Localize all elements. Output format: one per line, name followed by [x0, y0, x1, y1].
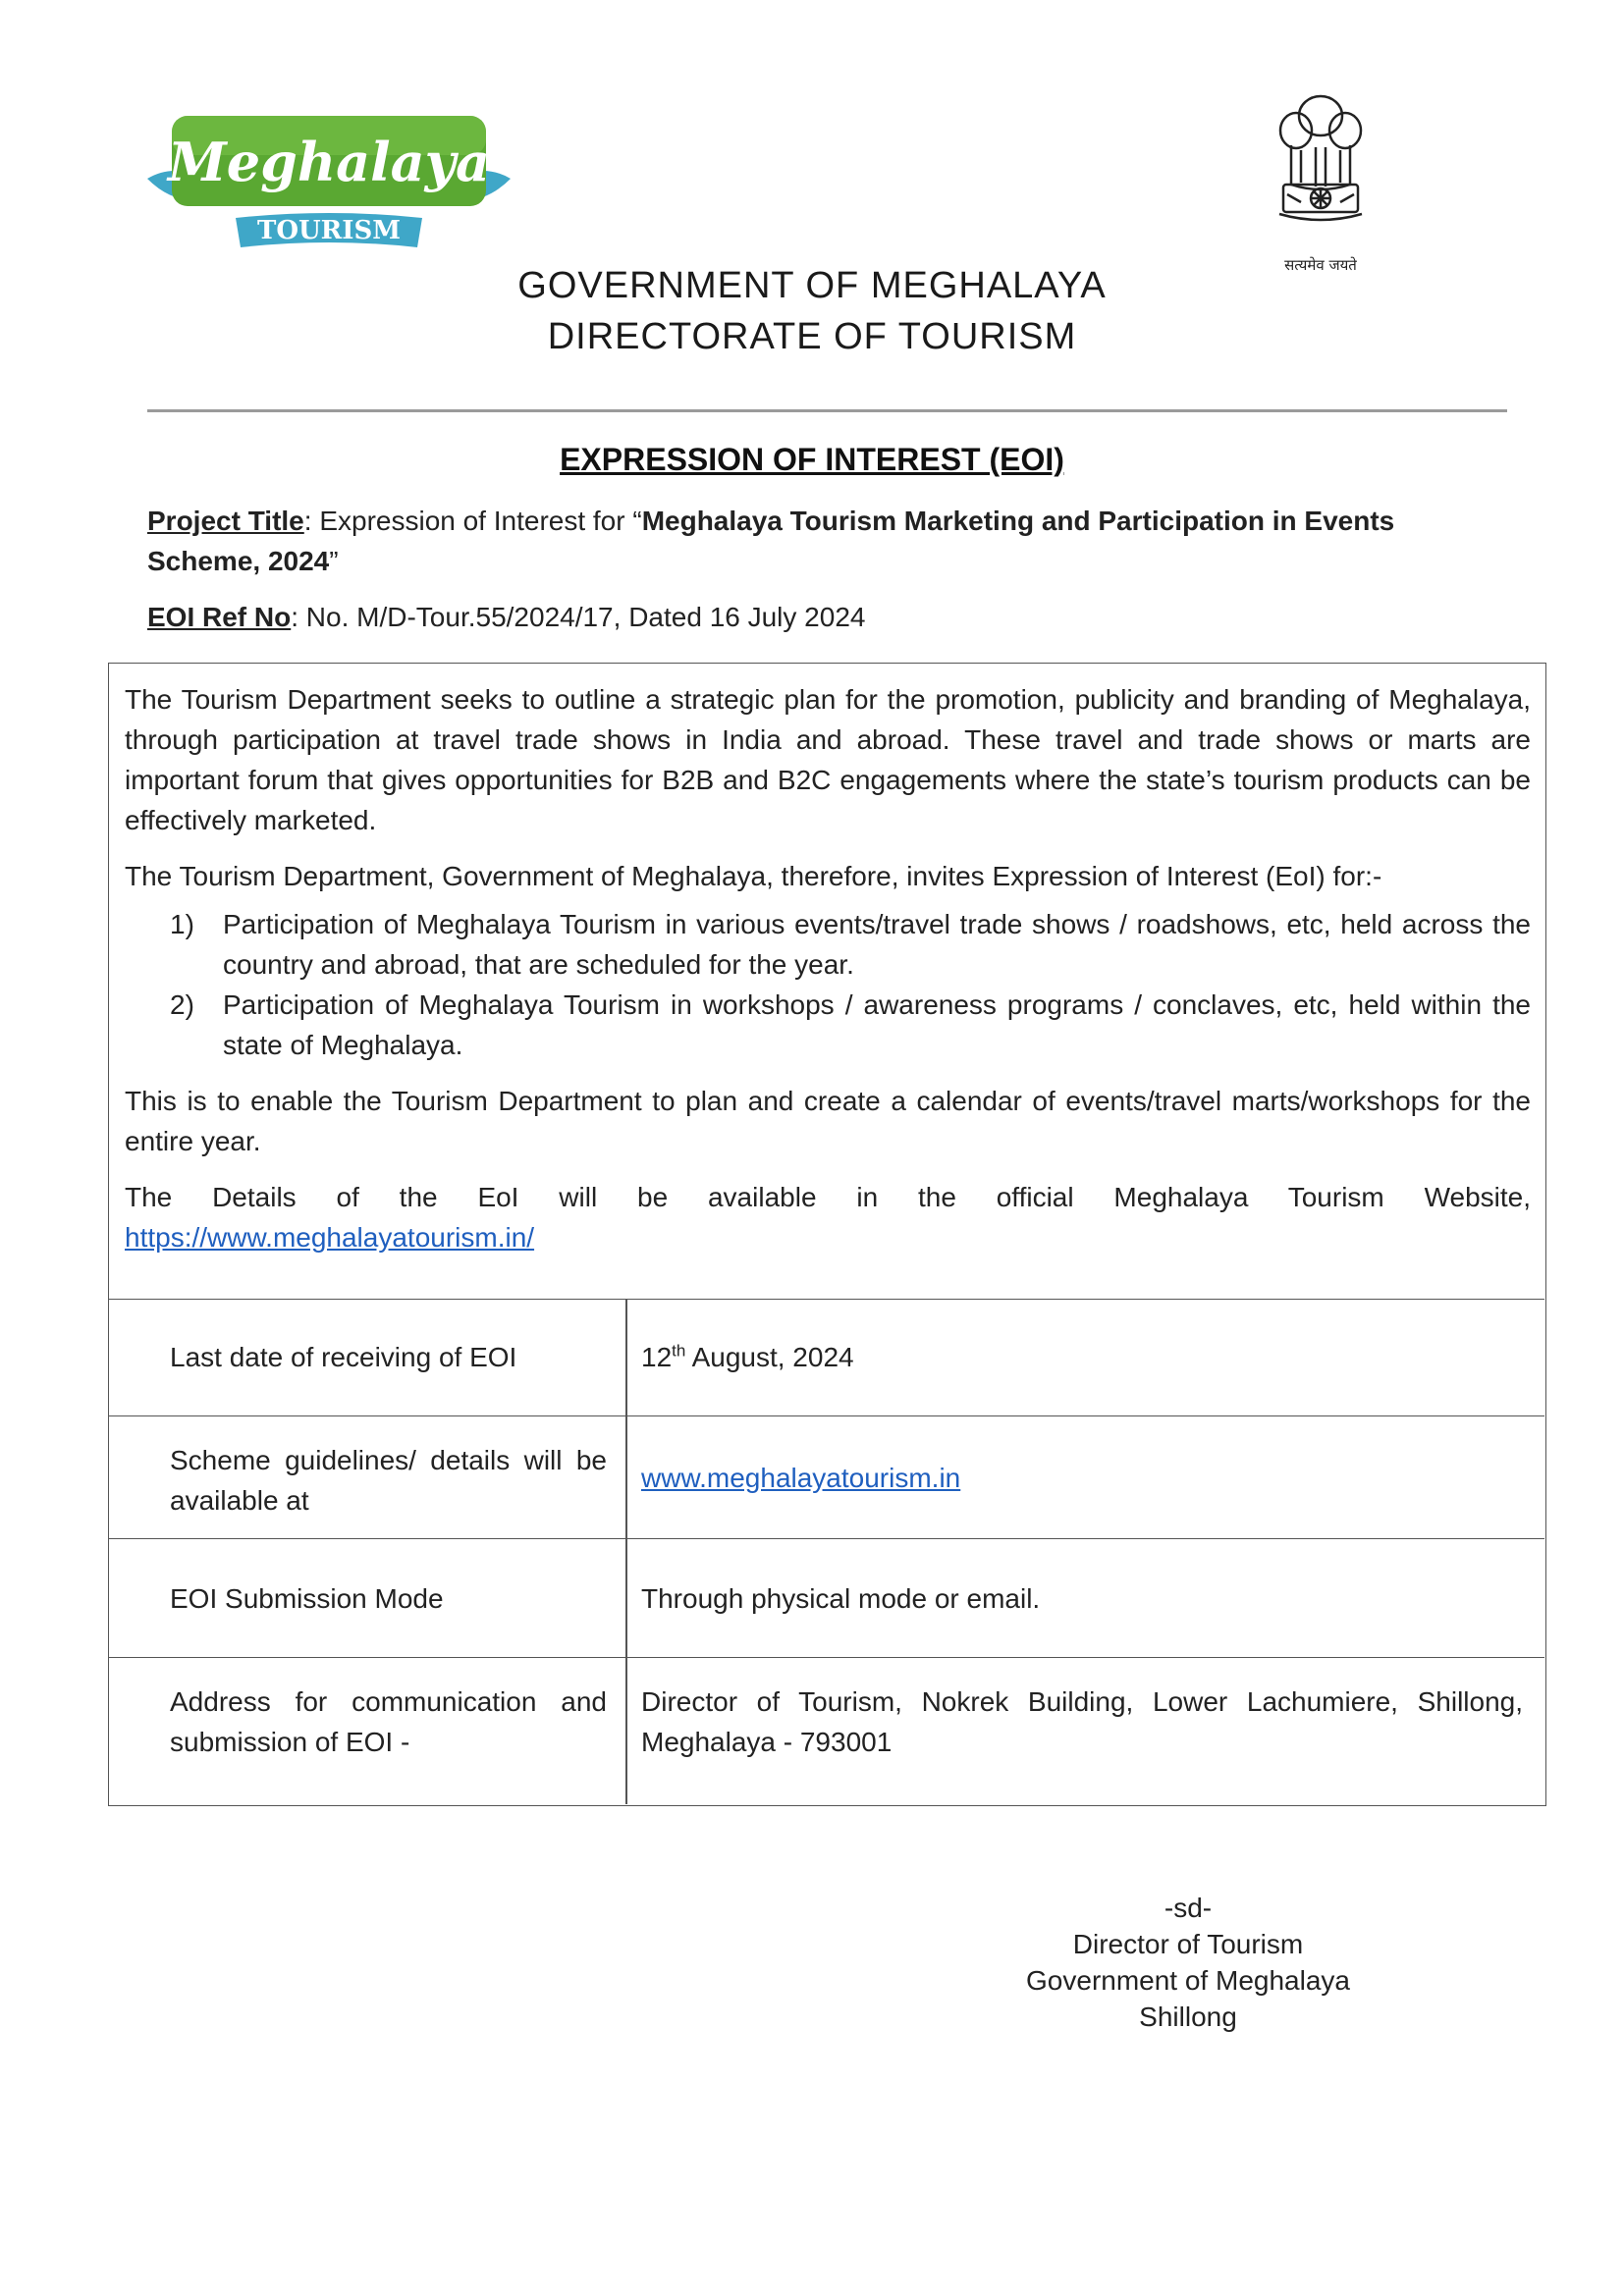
- header-divider: [147, 409, 1507, 412]
- intro-paragraph-3: This is to enable the Tourism Department to plan and create a calendar of events/travel marts/workshops for the entire year.: [125, 1086, 1531, 1156]
- signatory-title: Director of Tourism: [1072, 1929, 1304, 1959]
- table-divider: [109, 1538, 1544, 1539]
- website-link[interactable]: https://www.meghalayatourism.in/: [125, 1222, 535, 1253]
- guidelines-link[interactable]: www.meghalayatourism.in: [641, 1463, 961, 1493]
- table-column-divider: [625, 1299, 627, 1804]
- table-row-value-last-date: 12th August, 2024: [641, 1341, 854, 1372]
- directorate-heading: DIRECTORATE OF TOURISM: [547, 316, 1077, 357]
- signature-block: [992, 1890, 1384, 2035]
- table-divider: [109, 1657, 1544, 1658]
- eoi-ref-label: EOI Ref No: [147, 602, 292, 632]
- meghalaya-tourism-logo: [142, 110, 515, 247]
- document-title: EXPRESSION OF INTEREST (EOI): [560, 442, 1064, 477]
- table-row-label-last-date: Last date of receiving of EOI: [170, 1342, 517, 1372]
- intro-paragraph-1: The Tourism Department seeks to outline a strategic plan for the promotion, publicity and branding of Meghalaya, through participation at travel trade shows in India and abroad. These travel and trade shows or marts are important forum that gives opportunities for B2B and B2C engagements where the state’s tourism products can be effectively marketed.: [125, 684, 1531, 835]
- eoi-introduction: [125, 679, 1531, 1257]
- project-title-suffix: ”: [329, 546, 339, 576]
- signatory-government: Government of Meghalaya: [1026, 1965, 1350, 1996]
- eoi-details-box: [108, 663, 1546, 1806]
- table-row-value-submission-mode: Through physical mode or email.: [641, 1583, 1041, 1614]
- lion-capital-icon: [1272, 86, 1370, 253]
- list-item: 1) Participation of Meghalaya Tourism in various events/travel trade shows / roadshows, etc, held across the country and abroad, that are scheduled for the year.: [170, 909, 1531, 980]
- project-title-label: Project Title: [147, 506, 304, 536]
- intro-paragraph-2: The Tourism Department, Government of Meghalaya, therefore, invites Expression of Interest (EoI) for:-: [125, 861, 1382, 891]
- table-row-label-guidelines: Scheme guidelines/ details will be available at: [170, 1445, 607, 1516]
- table-divider: [109, 1415, 1544, 1416]
- emblem-motto: सत्यमेव जयते: [1284, 256, 1357, 274]
- project-title-prefix: : Expression of Interest for “: [303, 506, 642, 536]
- table-row-value-address: Director of Tourism, Nokrek Building, Lower Lachumiere, Shillong, Meghalaya - 793001: [641, 1686, 1523, 1757]
- participation-list: [125, 904, 1531, 1065]
- table-divider: [109, 1299, 1544, 1300]
- eoi-ref-value: : No. M/D-Tour.55/2024/17, Dated 16 July 2024: [291, 602, 866, 632]
- government-heading: GOVERNMENT OF MEGHALAYA: [517, 265, 1107, 306]
- intro-paragraph-4: The Details of the EoI will be available in the official Meghalaya Tourism Website,: [125, 1182, 1531, 1212]
- svg-text:Meghalaya: Meghalaya: [167, 131, 491, 193]
- national-emblem: [1267, 86, 1375, 283]
- project-title-line: [147, 501, 1512, 581]
- svg-text:TOURISM: TOURISM: [257, 216, 401, 245]
- project-title-value: Meghalaya Tourism Marketing and Participation in Events Scheme, 2024: [147, 506, 1395, 576]
- signature-sd: -sd-: [1164, 1893, 1213, 1923]
- table-row-label-address: Address for communication and submission of EOI -: [170, 1686, 607, 1757]
- signatory-location: Shillong: [1139, 2002, 1237, 2032]
- table-row-label-submission-mode: EOI Submission Mode: [170, 1583, 444, 1614]
- list-item: 2) Participation of Meghalaya Tourism in workshops / awareness programs / conclaves, etc, held within the state of Meghalaya.: [170, 989, 1531, 1060]
- table-row-value-guidelines: [641, 1458, 1523, 1498]
- eoi-ref-line: [147, 597, 1512, 637]
